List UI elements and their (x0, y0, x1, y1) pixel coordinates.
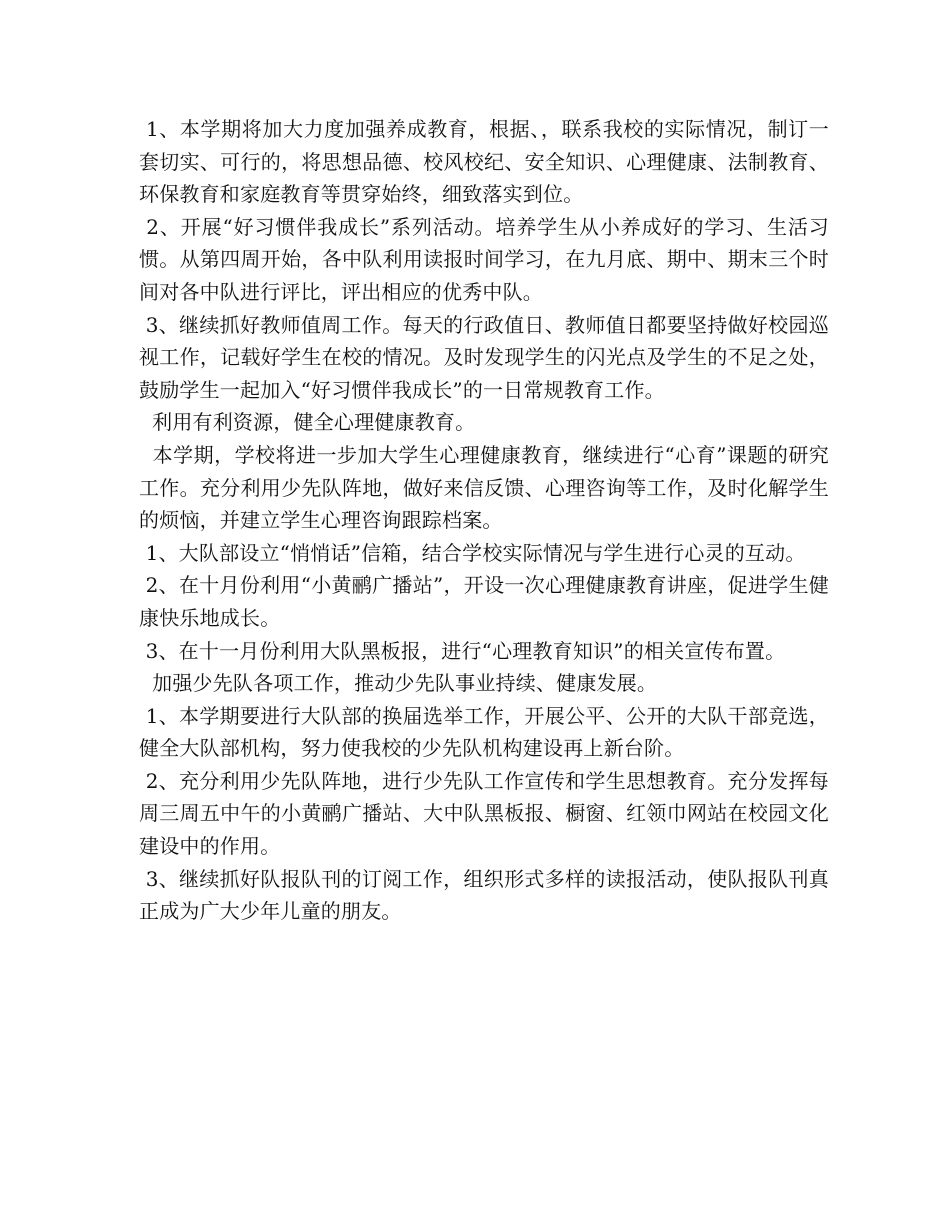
paragraph-7: 2、在十月份利用“小黄鹂广播站”，开设一次心理健康教育讲座，促进学生健康快乐地成长。 (139, 573, 829, 630)
paragraph-6: 1、大队部设立“悄悄话”信箱，结合学校实际情况与学生进行心灵的互动。 (139, 540, 806, 565)
paragraph-4-heading: 利用有利资源，健全心理健康教育。 (139, 410, 476, 435)
paragraph-3: 3、继续抓好教师值周工作。每天的行政值日、教师值日都要坚持做好校园巡视工作，记载好学生在校的情况。及时发现学生的闪光点及学生的不足之处，鼓励学生一起加入“好习惯伴我成长”的一日常规教育工作。 (139, 312, 830, 402)
paragraph-11: 2、充分利用少先队阵地，进行少先队工作宣传和学生思想教育。充分发挥每周三周五中午的小黄鹂广播站、大中队黑板报、橱窗、红领巾网站在校园文化建设中的作用。 (139, 768, 830, 859)
paragraph-12: 3、继续抓好队报队刊的订阅工作，组织形式多样的读报活动，使队报队刊真正成为广大少年儿童的朋友。 (139, 866, 830, 924)
paragraph-2: 2、开展“好习惯伴我成长”系列活动。培养学生从小养成好的学习、生活习惯。从第四周开始，各中队利用读报时间学习，在九月底、期中、期末三个时间对各中队进行评比，评出相应的优秀中队。 (139, 214, 829, 304)
document-body (139, 113, 829, 928)
paragraph-8: 3、在十一月份利用大队黑板报，进行“心理教育知识”的相关宣传布置。 (139, 638, 786, 663)
paragraph-1: 1、本学期将加大力度加强养成教育，根据、，联系我校的实际情况，制订一套切实、可行的，将思想品德、校风校纪、安全知识、心理健康、法制教育、环保教育和家庭教育等贯穿始终，细致落实到位。 (139, 117, 829, 207)
paragraph-10: 1、本学期要进行大队部的换届选举工作，开展公平、公开的大队干部竞选，健全大队部机构，努力使我校的少先队机构建设再上新台阶。 (139, 703, 830, 761)
paragraph-9-heading: 加强少先队各项工作，推动少先队事业持续、健康发展。 (139, 671, 658, 696)
paragraph-5: 本学期，学校将进一步加大学生心理健康教育，继续进行“心育”课题的研究工作。充分利用少先队阵地，做好来信反馈、心理咨询等工作，及时化解学生的烦恼，并建立学生心理咨询跟踪档案。 (139, 442, 829, 533)
